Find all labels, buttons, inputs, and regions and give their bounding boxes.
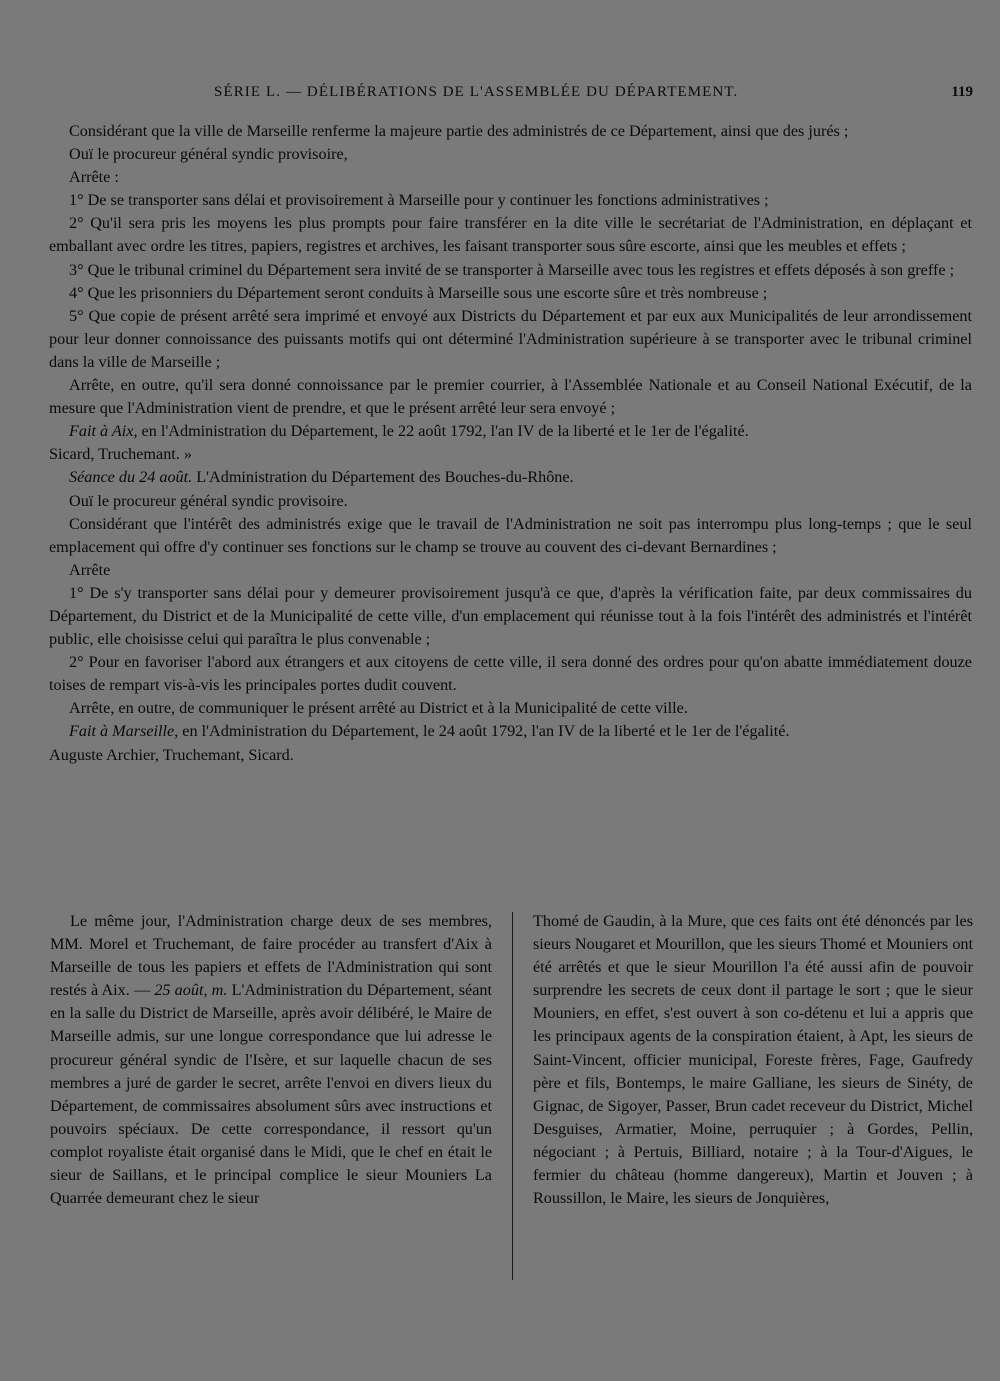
paragraph-text: Le même jour, l'Administration charge deux de ses membres, MM. Morel et Truchemant, de faire procéder au transfert d'Aix à Marseille de tous les papiers et effets de l'Administration qui sont restés à Aix. —	[50, 912, 492, 1000]
paragraph: 4° Que les prisonniers du Département seront conduits à Marseille sous une escorte sûre et très nombreuse ;	[69, 283, 768, 302]
paragraph: Ouï le procureur général syndic provisoire.	[69, 491, 348, 510]
column-divider	[512, 912, 513, 1280]
paragraph-text: , en l'Administration du Département, le 22 août 1792, l'an IV de la liberté et le 1er de l'égalité.	[133, 422, 749, 441]
paragraph-text: L'Administration du Département des Bouches-du-Rhône.	[192, 468, 574, 487]
left-column	[50, 910, 492, 1210]
paragraph: 1° De s'y transporter sans délai pour y demeurer provisoirement jusqu'à ce que, d'après la vérification faite, par deux commissaires du Département, du District et de la Municipalité de cette ville, d'un emplacement qui réunisse tout à la fois l'intérêt des administrés et l'intérêt public, elle choisisse celui qui paraîtra le plus convenable ;	[49, 583, 972, 649]
paragraph: 2° Qu'il sera pris les moyens les plus prompts pour faire transférer en la dite ville le secrétariat de l'Administration, en déplaçant et emballant avec ordre les titres, papiers, registres et archives, les faisant transporter sous sûre escorte, ainsi que les meubles et effets ;	[49, 214, 972, 256]
signatures: Auguste Archier, Truchemant, Sicard.	[49, 745, 294, 764]
paragraph-text: , en l'Administration du Département, le 24 août 1792, l'an IV de la liberté et le 1er de l'égalité.	[174, 722, 790, 741]
paragraph: Thomé de Gaudin, à la Mure, que ces faits ont été dénoncés par les sieurs Nougaret et Mourillon, que les sieurs Thomé et Mouniers ont été arrêtés et que le sieur Mourillon l'a été aussi afin de pouvoir surprendre les secrets de ceux dont il partage le sort ; que le sieur Mouniers, en effet, s'est ouvert à son co-détenu et lui a appris que les principaux agents de la conspiration étaient, à Apt, les sieurs de Saint-Vincent, officier municipal, Foreste frères, Fage, Gaufredy père et fils, Bontemps, le maire Galliane, les sieurs de Sinéty, de Gignac, de Sigoyer, Passer, Brun cadet receveur du District, Michel Desguises, Armatier, Moine, perruquier ; à Gordes, Pellin, négociant ; à Pertuis, Billiard, notaire ; à la Tour-d'Aigues, le fermier du château (homme dangereux), Martin et Jouven ; à Roussillon, le Maire, les sieurs de Jonquières,	[533, 912, 973, 1208]
paragraph	[49, 420, 972, 443]
running-title: SÉRIE L. — DÉLIBÉRATIONS DE L'ASSEMBLÉE DU DÉPARTEMENT.	[214, 84, 739, 100]
place-italic: Fait à Marseille	[69, 722, 175, 741]
page-number: 119	[951, 84, 973, 100]
paragraph: Considérant que l'intérêt des administrés exige que le travail de l'Administration ne soit pas interrompu plus long-temps ; que le seul emplacement qui offre d'y continuer ses fonctions sur le champ se trouve au couvent des ci-devant Bernardines ;	[49, 514, 972, 556]
paragraph: 2° Pour en favoriser l'abord aux étrangers et aux citoyens de cette ville, il sera donné des ordres pour qu'on abatte immédiatement douze toises de rempart vis-à-vis les principales portes dudit couvent.	[49, 653, 972, 695]
session-italic: Séance du 24 août.	[69, 468, 193, 487]
paragraph	[50, 910, 492, 1210]
paragraph: Arrête	[69, 560, 111, 579]
paragraph-text: L'Administration du Département, séant en la salle du District de Marseille, après avoir délibéré, le Maire de Marseille admis, sur une longue correspondance que lui adresse le procureur général syndic de l'Isère, et sur laquelle chacun de ses membres a juré de garder le secret, arrête l'envoi en divers lieux du Département, de commissaires absolument sûrs avec instructions et pouvoirs spéciaux. De cette correspondance, il ressort qu'un complot royaliste était organisé dans le Midi, que le chef en était le sieur de Saillans, et le principal complice le sieur Mouniers La Quarrée demeurant chez le sieur	[50, 981, 492, 1208]
paragraph: 1° De se transporter sans délai et provisoirement à Marseille pour y continuer les fonctions administratives ;	[69, 191, 769, 210]
page-header	[0, 84, 1000, 108]
paragraph: 5° Que copie de présent arrêté sera imprimé et envoyé aux Districts du Département et par eux aux Municipalités de leur arrondissement pour leur donner connoissance des puissants motifs qui ont déterminé l'Administration supérieure à se transporter avec le tribunal criminel dans la ville de Marseille ;	[49, 306, 972, 371]
paragraph: Arrête, en outre, de communiquer le présent arrêté au District et à la Municipalité de cette ville.	[69, 699, 688, 718]
paragraph: 3° Que le tribunal criminel du Département sera invité de se transporter à Marseille avec tous les registres et effets déposés à son greffe ;	[69, 260, 955, 279]
paragraph: Considérant que la ville de Marseille renferme la majeure partie des administrés de ce Département, ainsi que des jurés ;	[69, 122, 849, 140]
right-column	[533, 910, 973, 1210]
paragraph: Ouï le procureur général syndic provisoire,	[69, 145, 348, 164]
place-italic: Fait à Aix	[69, 422, 134, 441]
date-italic: 25 août, m.	[154, 981, 228, 1000]
paragraph: Arrête, en outre, qu'il sera donné connoissance par le premier courrier, à l'Assemblée Nationale et au Conseil National Exécutif, de la mesure que l'Administration vient de prendre, et que le présent arrêté leur sera envoyé ;	[49, 376, 972, 418]
signatures: Sicard, Truchemant. »	[49, 445, 192, 464]
paragraph	[49, 466, 972, 489]
paragraph: Arrête :	[69, 168, 119, 187]
main-text	[49, 120, 972, 767]
paragraph	[49, 720, 972, 743]
